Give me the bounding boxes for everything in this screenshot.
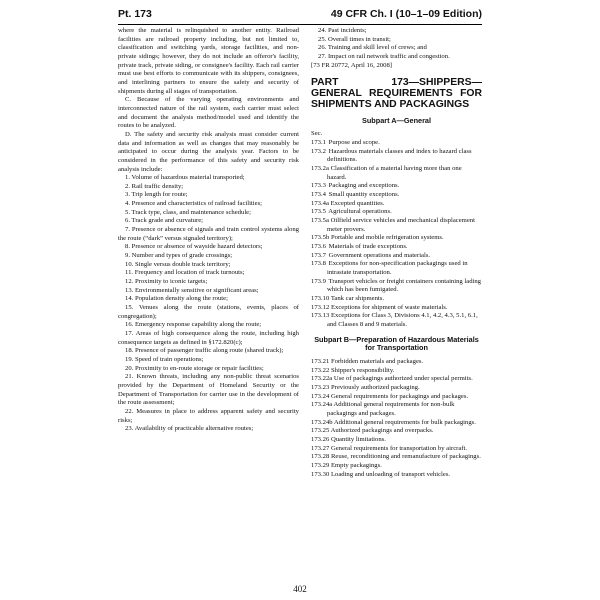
section-title: Classification of a material having more than one hazard.: [327, 165, 462, 181]
toc-entry: [311, 393, 482, 402]
subpart-b-heading: Subpart B—Preparation of Hazardous Materials for Transportation: [314, 334, 479, 353]
section-title: Hazardous materials classes and index to hazard class definitions.: [327, 147, 472, 164]
paragraph: where the material is relinquished to another entity. Railroad facilities are railroad property including, but not limited to, classification and switching yards, storage facilities, and non-private sidings; however, they do not include an offeror's facility, private track, private siding, or consignee's facility. Each rail carrier must use best efforts to communicate with its shippers, consignees, and interlining partners to ensure the safety and security of shipments during all stages of transportation.: [118, 27, 299, 95]
source-note: [73 FR 20772, April 16, 2008]: [311, 61, 392, 69]
paragraph: 22. Measures in place to address apparent safety and security risks;: [118, 407, 299, 424]
paragraph: 25. Overall times in transit;: [318, 35, 391, 43]
section-title: Previously authorized packaging.: [330, 384, 420, 392]
subpart-a-heading: Subpart A—General: [361, 115, 432, 125]
paragraph: 4. Presence and characteristics of railroad facilities;: [125, 200, 262, 208]
section-number: 173.27: [311, 444, 330, 452]
section-number: 173.4a: [311, 199, 329, 207]
paragraph: 1. Volume of hazardous material transported;: [125, 174, 245, 182]
paragraph: 6. Track grade and curvature;: [125, 217, 204, 225]
toc-entry: [311, 295, 482, 304]
left-column: [118, 27, 299, 434]
part-title: PART 173—SHIPPERS—GENERAL REQUIREMENTS FOR SHIPMENTS AND PACKAGINGS: [311, 77, 482, 110]
toc-entry: [311, 200, 482, 209]
paragraph: 13. Environmentally sensitive or significant areas;: [125, 286, 259, 294]
section-number: 173.9: [311, 277, 326, 285]
section-title: Transport vehicles or freight containers containing lading which has been fumigated.: [327, 277, 481, 294]
section-number: 173.24a: [311, 401, 333, 409]
section-title: Exceptions for Class 3, Divisions 4.1, 4.2, 4.3, 5.1, 6.1, and Classes 8 and 9 materials.: [327, 312, 478, 328]
section-number: 173.1: [311, 139, 326, 147]
toc-entry: [311, 252, 482, 261]
section-title: Exceptions for shipment of waste materials.: [330, 303, 448, 311]
section-number: 173.5b: [311, 234, 330, 242]
section-title: Agricultural operations.: [328, 208, 392, 216]
section-title: Portable and mobile refrigeration systems.: [330, 234, 444, 242]
toc-entry: [311, 436, 482, 445]
section-number: 173.22: [311, 366, 330, 374]
section-number: 173.26: [311, 436, 330, 444]
toc-entry: [311, 278, 482, 295]
paragraph: 21. Known threats, including any non-public threat scenarios provided by the Department of Homeland Security or the Department of Transportation for carrier use in the development of the route assessment;: [118, 373, 299, 407]
section-title: Small quantity exceptions.: [328, 191, 400, 199]
section-title: Reuse, reconditioning and remanufacture of packagings.: [330, 453, 481, 461]
toc-subpart-b: [311, 358, 482, 479]
section-number: 173.2: [311, 147, 326, 155]
paragraph: C. Because of the varying operating environments and interconnected nature of the rail system, each carrier must select and document the analysis method/model used and identify the routes to be analyzed.: [118, 96, 299, 130]
paragraph: 18. Presence of passenger traffic along route (shared track);: [125, 347, 284, 355]
section-number: 173.12: [311, 303, 330, 311]
paragraph: 2. Rail traffic density;: [125, 182, 184, 190]
section-number: 173.3: [311, 182, 326, 190]
section-number: 173.4: [311, 191, 326, 199]
toc-entry: [311, 208, 482, 217]
paragraph: 7. Presence or absence of signals and train control systems along the route (“dark” versus signaled territory);: [118, 226, 299, 242]
section-title: Additional general requirements for bulk packagings.: [333, 418, 476, 426]
toc-entry: [311, 471, 482, 480]
section-number: 173.5: [311, 208, 326, 216]
section-number: 173.25: [311, 427, 330, 435]
section-title: Additional general requirements for non-bulk packagings and packages.: [327, 401, 455, 418]
section-title: Purpose and scope.: [328, 139, 380, 147]
paragraph: 19. Speed of train operations;: [125, 355, 204, 363]
section-number: 173.23: [311, 384, 330, 392]
paragraph: 27. Impact on rail network traffic and congestion.: [318, 52, 450, 60]
section-title: Government operations and materials.: [328, 251, 431, 259]
section-title: Exceptions for non-specification packagings used in intrastate transportation.: [327, 260, 468, 276]
paragraph: 11. Frequency and location of track turnouts;: [125, 269, 245, 277]
section-title: Use of packagings authorized under special permits.: [333, 375, 473, 383]
section-number: 173.24b: [311, 418, 333, 426]
toc-entry: [311, 427, 482, 436]
toc-entry: [311, 165, 482, 182]
paragraph: 17. Areas of high consequence along the route, including high consequence targets as defined in §172.820(c);: [118, 329, 299, 346]
section-title: General requirements for transportation by aircraft.: [330, 444, 468, 452]
header-part-label: Pt. 173: [118, 8, 152, 20]
section-number: 173.6: [311, 243, 326, 250]
paragraph: 23. Availability of practicable alternative routes;: [125, 425, 254, 433]
paragraph: D. The safety and security risk analysis must consider current data and information as well as changes that may reasonably be anticipated to occur during the analysis year. Factors to be considered in the performance of this safety and security risk analysis include:: [118, 130, 299, 173]
section-number: 173.24: [311, 392, 330, 400]
section-number: 173.29: [311, 462, 330, 470]
toc-entry: [311, 419, 482, 428]
paragraph: 10. Single versus double track territory;: [125, 260, 231, 268]
paragraph: 12. Proximity to iconic targets;: [125, 278, 208, 286]
section-title: Authorized packagings and overpacks.: [330, 427, 434, 435]
toc-entry: [311, 148, 482, 165]
toc-entry: [311, 312, 482, 329]
section-number: 173.21: [311, 358, 330, 366]
toc-entry: [311, 191, 482, 200]
section-number: 173.13: [311, 312, 330, 320]
section-title: Oilfield service vehicles and mechanical displacement meter provers.: [327, 217, 475, 233]
section-number: 173.8: [311, 260, 326, 268]
factor-list-continued: [311, 27, 482, 62]
paragraph: 16. Emergency response capability along the route;: [125, 321, 262, 329]
toc-entry: [311, 182, 482, 191]
section-title: Excepted quantities.: [330, 199, 385, 207]
toc-entry: [311, 358, 482, 367]
toc-entry: [311, 401, 482, 418]
paragraph: 26. Training and skill level of crews; and: [318, 44, 427, 52]
section-title: Loading and unloading of transport vehicles.: [330, 470, 451, 478]
section-title: Shipper's responsibility.: [330, 366, 395, 374]
toc-entry: [311, 234, 482, 243]
section-title: Tank car shipments.: [330, 294, 385, 302]
running-header: [118, 8, 482, 25]
section-number: 173.22a: [311, 375, 333, 383]
header-cfr-edition: 49 CFR Ch. I (10–1–09 Edition): [330, 8, 482, 20]
toc-entry: [311, 384, 482, 393]
toc-entry: [311, 217, 482, 234]
section-title: Empty packagings.: [330, 462, 382, 470]
toc-entry: [311, 375, 482, 384]
paragraph: 20. Proximity to en-route storage or repair facilities;: [125, 364, 264, 372]
paragraph: 9. Number and types of grade crossings;: [125, 252, 233, 260]
page-number: 402: [293, 584, 307, 594]
section-title: Packaging and exceptions.: [328, 182, 400, 190]
section-number: 173.30: [311, 470, 330, 478]
toc-entry: [311, 367, 482, 376]
paragraph: 5. Track type, class, and maintenance schedule;: [125, 208, 251, 216]
section-number: 173.28: [311, 453, 330, 461]
paragraph: 15. Venues along the route (stations, events, places of congregation);: [118, 304, 299, 320]
sec-label: Sec.: [311, 130, 323, 138]
toc-entry: [311, 445, 482, 454]
section-title: Forbidden materials and packages.: [330, 358, 424, 366]
toc-entry: [311, 304, 482, 313]
toc-entry: [311, 243, 482, 252]
toc-entry: [311, 139, 482, 148]
section-title: Quantity limitations.: [330, 436, 386, 444]
section-number: 173.7: [311, 251, 326, 259]
section-title: General requirements for packagings and packages.: [330, 392, 469, 400]
paragraph: 8. Presence or absence of wayside hazard detectors;: [125, 243, 263, 251]
section-title: Materials of trade exceptions.: [328, 243, 408, 250]
section-number: 173.5a: [311, 217, 329, 225]
toc-entry: [311, 453, 482, 462]
toc-entry: [311, 462, 482, 471]
toc-subpart-a: [311, 139, 482, 329]
paragraph: 14. Population density along the route;: [125, 295, 228, 303]
section-number: 173.2a: [311, 165, 329, 173]
section-number: 173.10: [311, 294, 330, 302]
paragraph: 24. Past incidents;: [318, 27, 367, 34]
paragraph: 3. Trip length for route;: [125, 191, 188, 199]
right-column: [311, 27, 482, 479]
toc-entry: [311, 260, 482, 277]
